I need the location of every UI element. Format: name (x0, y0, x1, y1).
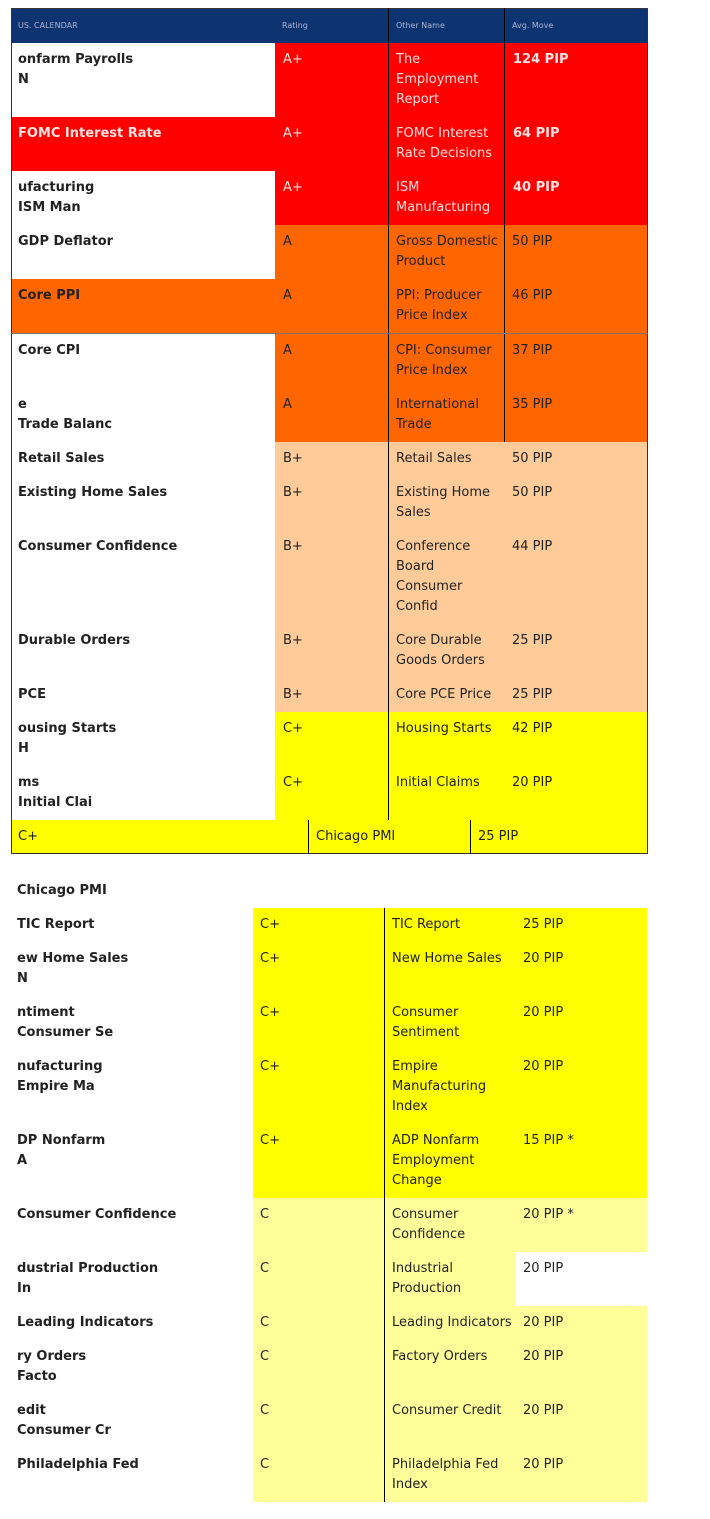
t2-other: Philadelphia Fed Index (392, 1457, 499, 1492)
t2-move: 20 PIP (523, 1349, 564, 1364)
t1-name: FOMC Interest Rate (18, 126, 162, 141)
t1-rating: C+ (283, 775, 303, 790)
t1-name: Core CPI (18, 343, 81, 358)
t1-other: Existing Home Sales (396, 485, 491, 520)
t1-other: The Employment Report (396, 52, 479, 107)
overflow-divider-1 (308, 820, 309, 854)
t2-other: ADP Nonfarm Employment Change (392, 1133, 480, 1188)
t1-rating: B+ (283, 451, 303, 466)
t1-other: Retail Sales (396, 451, 472, 466)
t1-other: Conference Board Consumer Confid (396, 539, 471, 614)
t1-rating: B+ (283, 687, 303, 702)
t2-other: Consumer Credit (392, 1403, 502, 1418)
t2-move: 20 PIP (523, 1059, 564, 1074)
header-us-calendar: US. CALENDAR (18, 21, 78, 30)
t1-move: 50 PIP (512, 485, 553, 500)
t1-move: 20 PIP (512, 775, 553, 790)
t2-rating: C (260, 1457, 270, 1472)
t2-rating: C (260, 1207, 270, 1222)
t1-name: GDP Deflator (18, 234, 114, 249)
t2-name: ry Orders Facto (17, 1349, 87, 1384)
t2-other: Empire Manufacturing Index (392, 1059, 487, 1114)
t1-move: 124 PIP (513, 52, 569, 67)
overflow-rating: C+ (18, 829, 38, 844)
overflow-other: Chicago PMI (316, 829, 396, 844)
t1-rating: A (283, 288, 292, 303)
t1-move: 42 PIP (512, 721, 553, 736)
overflow-move: 25 PIP (478, 829, 519, 844)
t2-rating: C (260, 1349, 270, 1364)
t1-name: Core PPI (18, 288, 81, 303)
t1-other: Core PCE Price (396, 687, 492, 702)
t1-move: 25 PIP (512, 687, 553, 702)
t1-other: Housing Starts (396, 721, 492, 736)
t1-other: Gross Domestic Product (396, 234, 499, 269)
t1-other: Core Durable Goods Orders (396, 633, 485, 668)
t2-other: Industrial Production (392, 1261, 462, 1296)
t2-name: Consumer Confidence (17, 1207, 177, 1222)
t1-move: 35 PIP (512, 397, 553, 412)
t1-move: 64 PIP (513, 126, 560, 141)
t1-rating: A (283, 343, 292, 358)
t1-name: ousing Starts H (18, 721, 117, 756)
t1-other: PPI: Producer Price Index (396, 288, 482, 323)
t2-move: 20 PIP (523, 951, 564, 966)
t1-other: ISM Manufacturing (396, 180, 491, 215)
t1-name: PCE (18, 687, 46, 702)
t2-move: 15 PIP * (523, 1133, 574, 1148)
t2-name: TIC Report (17, 917, 95, 932)
t2-move: 25 PIP (523, 917, 564, 932)
t2-other: Consumer Sentiment (392, 1005, 460, 1040)
t2-rating: C (260, 1315, 270, 1330)
t1-name: Durable Orders (18, 633, 131, 648)
t1-rating: B+ (283, 539, 303, 554)
t1-rating: C+ (283, 721, 303, 736)
t1-rating: B+ (283, 485, 303, 500)
t1-other: CPI: Consumer Price Index (396, 343, 492, 378)
t1-rating: B+ (283, 633, 303, 648)
t1-rating: A+ (283, 180, 303, 195)
t2-other: Consumer Confidence (392, 1207, 466, 1242)
header-other-name: Other Name (396, 21, 445, 30)
t2-rating: C+ (260, 1059, 280, 1074)
t1-name: ufacturing ISM Man (18, 180, 95, 215)
t1-move: 25 PIP (512, 633, 553, 648)
t1-move: 50 PIP (512, 451, 553, 466)
t1-move: 40 PIP (513, 180, 560, 195)
t2-name: Philadelphia Fed (17, 1457, 139, 1472)
t1-name: Retail Sales (18, 451, 105, 466)
t1-name: onfarm Payrolls N (18, 52, 134, 87)
table1-divider-1 (388, 8, 389, 820)
t1-name: ms Initial Clai (18, 775, 93, 810)
t2-move: 20 PIP (523, 1261, 564, 1276)
t2-move: 20 PIP (523, 1005, 564, 1020)
t2-name: ew Home Sales N (17, 951, 129, 986)
t2-name: edit Consumer Cr (17, 1403, 111, 1438)
orphan-chicago-pmi: Chicago PMI (17, 883, 107, 898)
t1-move: 50 PIP (512, 234, 553, 249)
t2-rating: C+ (260, 1133, 280, 1148)
t2-name: nufacturing Empire Ma (17, 1059, 103, 1094)
t1-other: International Trade (396, 397, 479, 432)
t2-rating: C+ (260, 951, 280, 966)
t1-move: 46 PIP (512, 288, 553, 303)
t2-other: Leading Indicators (392, 1315, 512, 1330)
table1-sep-1 (11, 333, 648, 334)
header-avg-move: Avg. Move (512, 21, 554, 30)
t2-other: Factory Orders (392, 1349, 488, 1364)
t2-move: 20 PIP (523, 1403, 564, 1418)
t1-rating: A (283, 234, 292, 249)
t2-other: TIC Report (392, 917, 461, 932)
t1-other: FOMC Interest Rate Decisions (396, 126, 493, 161)
t2-divider (384, 908, 385, 1502)
t2-name: dustrial Production In (17, 1261, 159, 1296)
t1-name: Existing Home Sales (18, 485, 168, 500)
t2-move: 20 PIP (523, 1457, 564, 1472)
t1-name: e Trade Balanc (18, 397, 113, 432)
t2-name: DP Nonfarm A (17, 1133, 106, 1168)
t2-name: Leading Indicators (17, 1315, 154, 1330)
t2-other: New Home Sales (392, 951, 502, 966)
t1-other: Initial Claims (396, 775, 480, 790)
table1-divider-2 (504, 8, 505, 442)
t2-name: ntiment Consumer Se (17, 1005, 114, 1040)
t2-rating: C+ (260, 1005, 280, 1020)
t1-name: Consumer Confidence (18, 539, 178, 554)
t2-rating: C (260, 1261, 270, 1276)
t1-move: 44 PIP (512, 539, 553, 554)
overflow-divider-2 (470, 820, 471, 854)
t1-rating: A+ (283, 52, 303, 67)
t2-move: 20 PIP (523, 1315, 564, 1330)
t1-rating: A (283, 397, 292, 412)
t2-move: 20 PIP * (523, 1207, 574, 1222)
t1-rating: A+ (283, 126, 303, 141)
t2-rating: C+ (260, 917, 280, 932)
header-rating: Rating (282, 21, 308, 30)
t2-rating: C (260, 1403, 270, 1418)
t1-move: 37 PIP (512, 343, 553, 358)
